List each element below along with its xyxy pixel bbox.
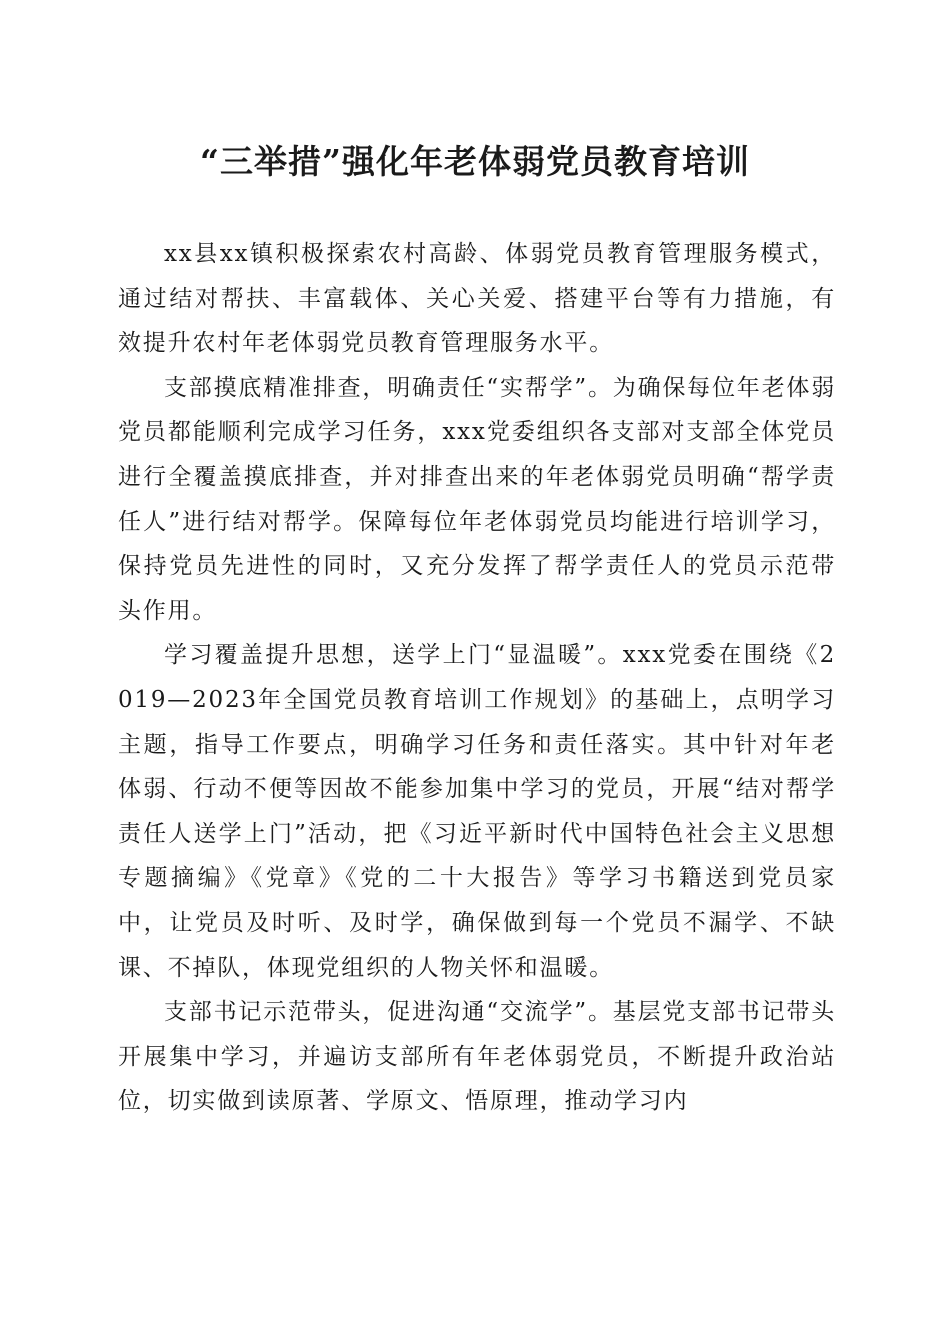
paragraph-measure-3: 支部书记示范带头，促进沟通“交流学”。基层党支部书记带头开展集中学习，并遍访支部所有年老体弱党员，不断提升政治站位，切实做到读原著、学原文、悟原理，推动学习内 [118, 999, 836, 1115]
document-body [118, 232, 836, 1124]
document-title: “三举措”强化年老体弱党员教育培训 [200, 142, 750, 181]
paragraph-intro: xx县xx镇积极探索农村高龄、体弱党员教育管理服务模式，通过结对帮扶、丰富载体、关心关爱、搭建平台等有力措施，有效提升农村年老体弱党员教育管理服务水平。 [118, 241, 836, 357]
paragraph-measure-1: 支部摸底精准排查，明确责任“实帮学”。为确保每位年老体弱党员都能顺利完成学习任务，xxx党委组织各支部对支部全体党员进行全覆盖摸底排查，并对排查出来的年老体弱党员明确“帮学责任人”进行结对帮学。保障每位年老体弱党员均能进行培训学习，保持党员先进性的同时，又充分发挥了帮学责任人的党员示范带头作用。 [118, 374, 836, 624]
paragraph-measure-2: 学习覆盖提升思想，送学上门“显温暖”。xxx党委在围绕《2019—2023年全国党员教育培训工作规划》的基础上，点明学习主题，指导工作要点，明确学习任务和责任落实。其中针对年老体弱、行动不便等因故不能参加集中学习的党员，开展“结对帮学责任人送学上门”活动，把《习近平新时代中国特色社会主义思想专题摘编》《党章》《党的二十大报告》等学习书籍送到党员家中，让党员及时听、及时学，确保做到每一个党员不漏学、不缺课、不掉队，体现党组织的人物关怀和温暖。 [118, 642, 836, 981]
